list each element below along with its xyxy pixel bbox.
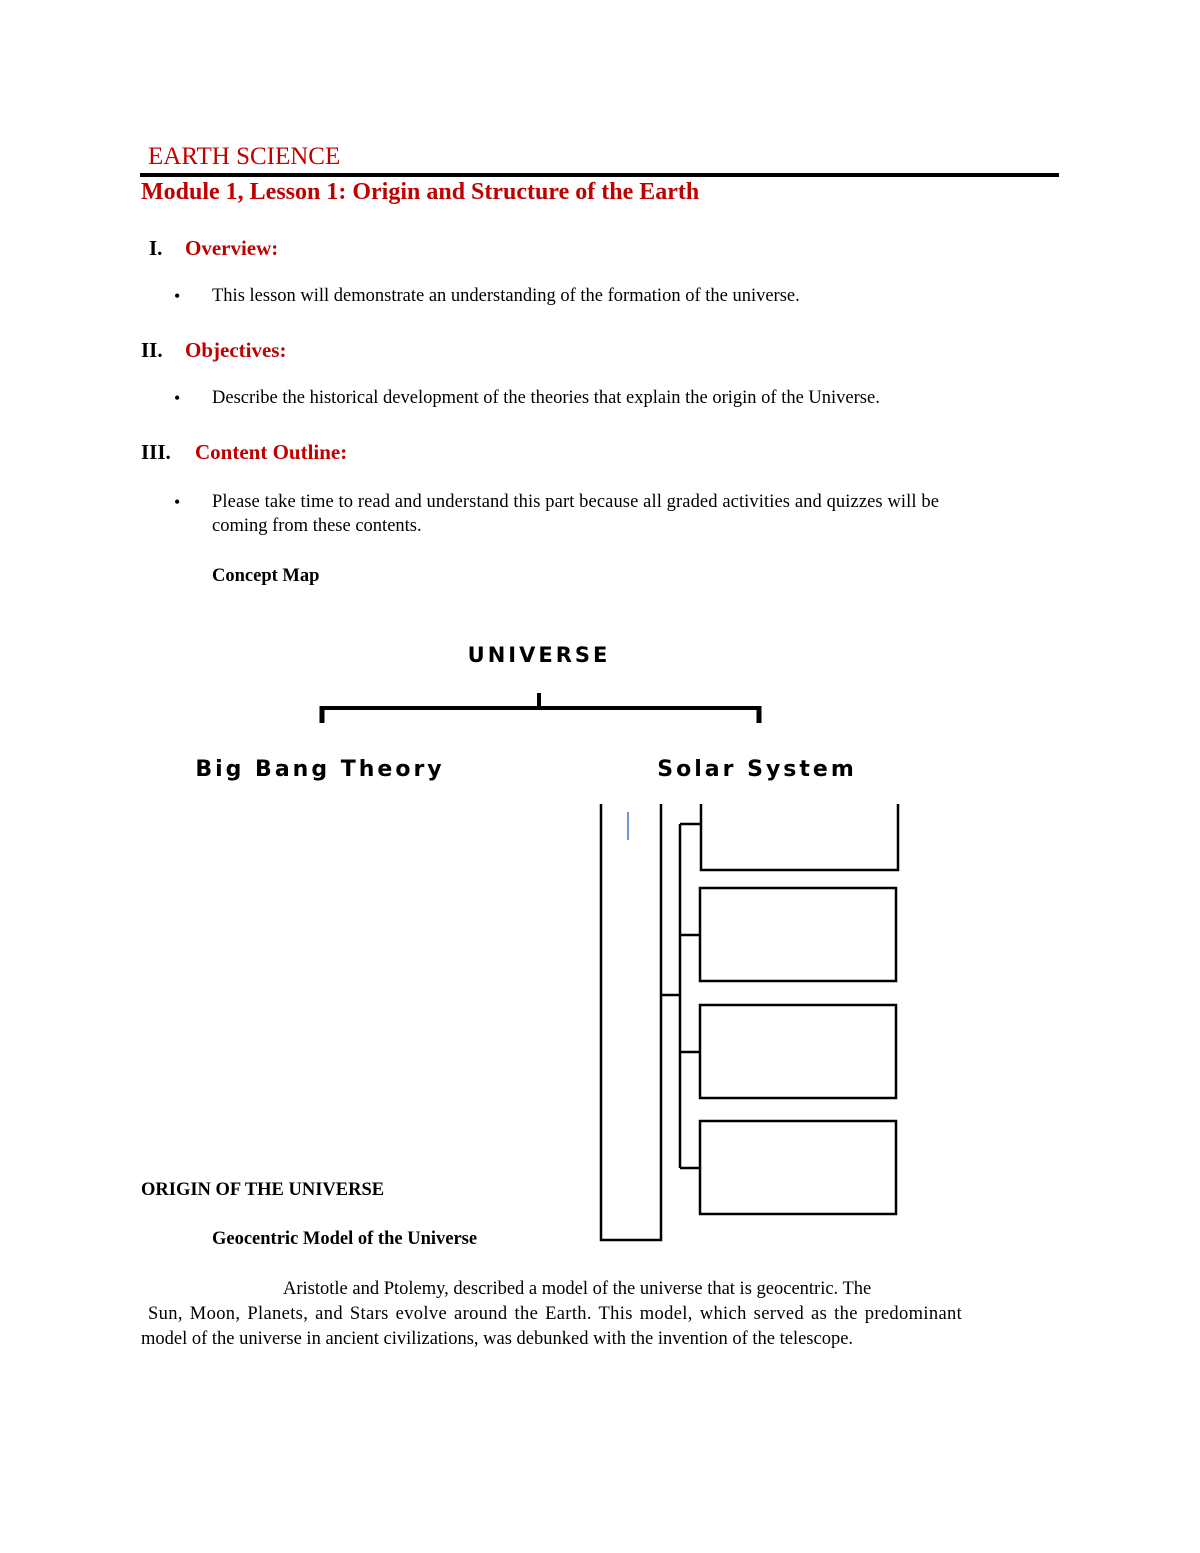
section-3-numeral: III. [141, 440, 171, 464]
lesson-title: Module 1, Lesson 1: Origin and Structure of the Earth [141, 179, 700, 205]
solar-child-box-3 [700, 1005, 896, 1098]
geocentric-paragraph-line-2: Sun, Moon, Planets, and Stars evolve around the Earth. This model, which served as the predominant [148, 1304, 963, 1324]
section-2-heading: Objectives: [185, 338, 287, 362]
section-1-numeral: I. [149, 236, 163, 260]
overview-text: This lesson will demonstrate an understanding of the formation of the universe. [212, 286, 800, 306]
map-root-label: UNIVERSE [467, 643, 611, 667]
map-left-branch-label: Big Bang Theory [195, 757, 445, 782]
geocentric-paragraph-line-3: model of the universe in ancient civilizations, was debunked with the invention of the telescope. [141, 1329, 854, 1349]
solar-column-box [601, 804, 661, 1240]
root-bracket [320, 693, 761, 723]
content-outline-line-2: coming from these contents. [212, 516, 422, 536]
subject-title: EARTH SCIENCE [148, 143, 341, 170]
map-right-branch-label: Solar System [657, 757, 857, 782]
bullet-icon: • [174, 286, 181, 306]
solar-child-box-1 [701, 804, 898, 870]
bullet-icon: • [174, 388, 181, 408]
branch-connectors [661, 824, 700, 1168]
section-1-heading: Overview: [185, 236, 279, 260]
section-3-heading: Content Outline: [195, 440, 348, 464]
origin-heading: ORIGIN OF THE UNIVERSE [141, 1180, 385, 1200]
bullet-icon: • [174, 492, 181, 512]
geocentric-paragraph-line-1: Aristotle and Ptolemy, described a model of the universe that is geocentric. The [283, 1279, 872, 1299]
concept-map-label: Concept Map [212, 566, 320, 586]
solar-child-box-2 [700, 888, 896, 981]
content-outline-line-1: Please take time to read and understand this part because all graded activities and quizzes will be [212, 492, 940, 512]
geocentric-subheading: Geocentric Model of the Universe [212, 1229, 478, 1249]
objectives-text: Describe the historical development of the theories that explain the origin of the Universe. [212, 388, 880, 408]
section-2-numeral: II. [141, 338, 163, 362]
solar-child-box-4 [700, 1121, 896, 1214]
